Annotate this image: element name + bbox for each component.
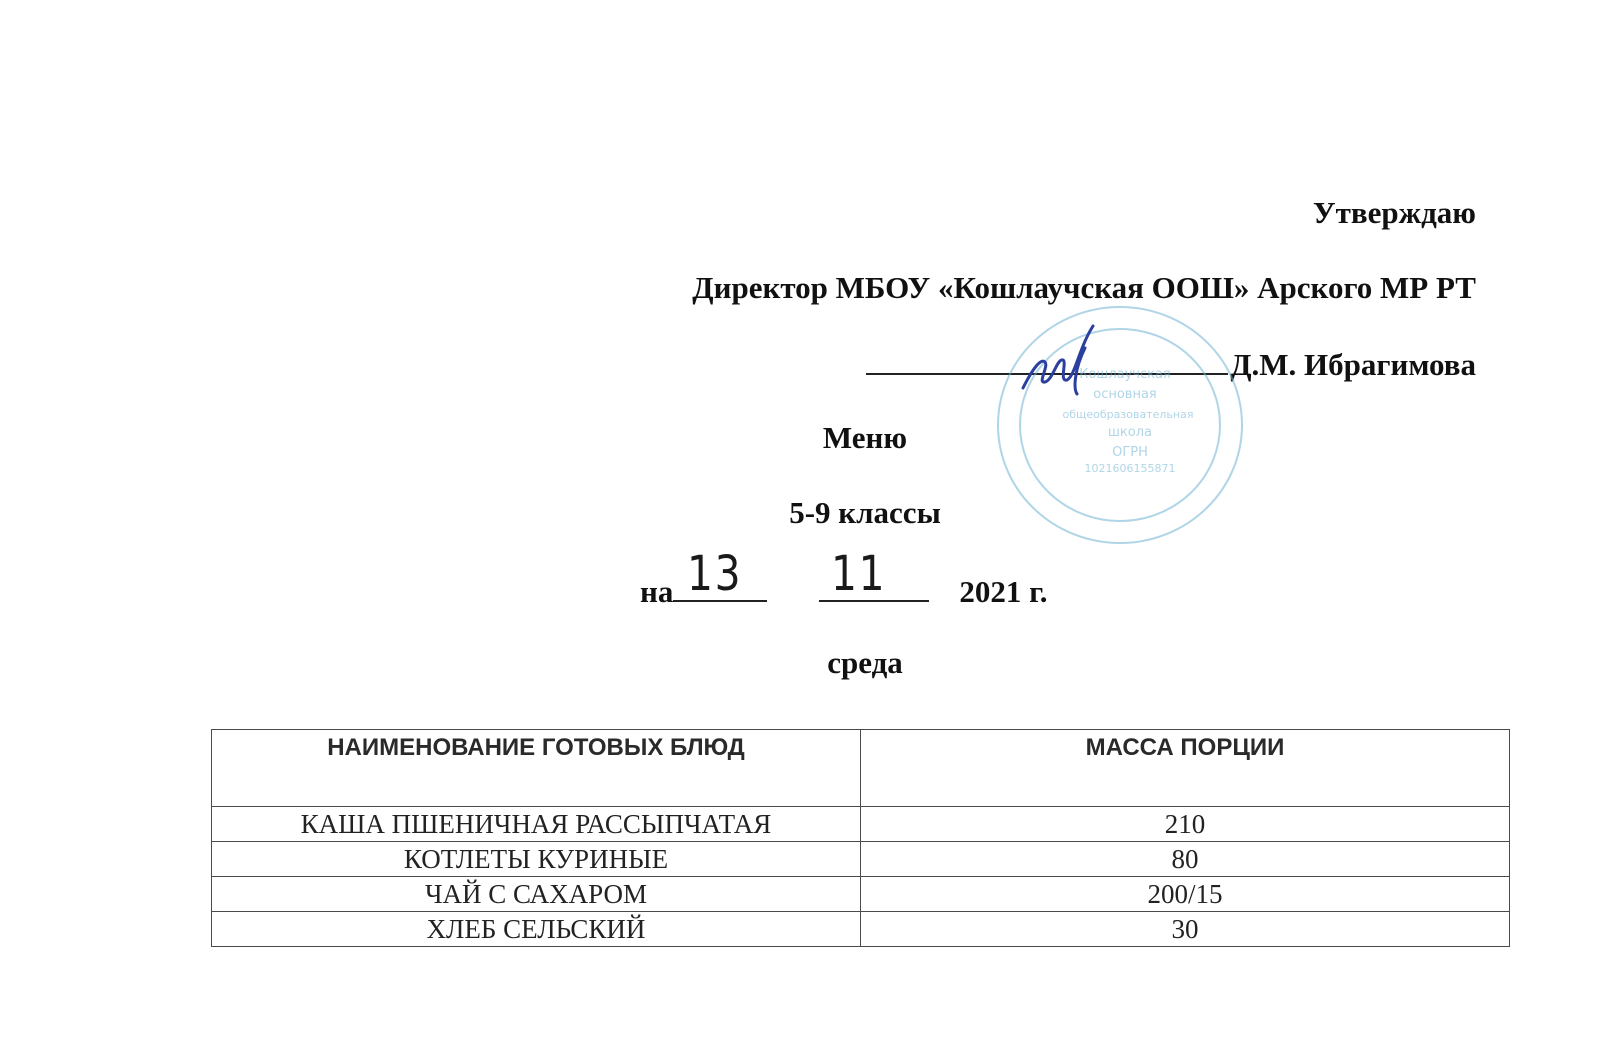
- portion-mass: 80: [861, 842, 1510, 877]
- date-prefix: на: [640, 574, 674, 609]
- stamp-line-5: ОГРН: [1112, 445, 1148, 460]
- day-field: [673, 546, 767, 602]
- portion-mass: 30: [861, 912, 1510, 947]
- approval-title: Утверждаю: [1312, 195, 1476, 230]
- director-signature: [1015, 318, 1115, 398]
- dish-name: КАША ПШЕНИЧНАЯ РАССЫПЧАТАЯ: [212, 807, 861, 842]
- portion-mass: 210: [861, 807, 1510, 842]
- approval-position: Директор МБОУ «Кошлаучская ООШ» Арского МР РТ: [692, 270, 1476, 305]
- month-field: [819, 546, 929, 602]
- stamp-line-1: Кошлаучская: [1079, 367, 1171, 382]
- weekday: среда: [827, 645, 903, 680]
- day-value: 13: [687, 546, 743, 602]
- menu-title: Меню: [822, 420, 908, 455]
- menu-date: [640, 546, 1048, 610]
- grade-range: 5-9 классы: [789, 495, 941, 530]
- menu-table: [211, 729, 1510, 947]
- table-row: [212, 842, 1510, 877]
- dish-name: ХЛЕБ СЕЛЬСКИЙ: [212, 912, 861, 947]
- portion-mass: 200/15: [861, 877, 1510, 912]
- month-value: 11: [831, 546, 887, 602]
- dish-name: ЧАЙ С САХАРОМ: [212, 877, 861, 912]
- stamp-line-6: 1021606155871: [1084, 462, 1176, 475]
- stamp-line-4: школа: [1108, 425, 1152, 440]
- header-portion-mass: МАССА ПОРЦИИ: [861, 730, 1510, 807]
- table-row: [212, 912, 1510, 947]
- year-value: 2021 г.: [959, 574, 1048, 609]
- stamp-line-3: общеобразовательная: [1062, 408, 1194, 421]
- signatory-name: Д.М. Ибрагимова: [1230, 347, 1476, 382]
- dish-name: КОТЛЕТЫ КУРИНЫЕ: [212, 842, 861, 877]
- table-row: [212, 877, 1510, 912]
- table-header-row: [212, 730, 1510, 807]
- stamp-line-2: основная: [1093, 387, 1157, 402]
- header-dish-name: НАИМЕНОВАНИЕ ГОТОВЫХ БЛЮД: [212, 730, 861, 807]
- table-row: [212, 807, 1510, 842]
